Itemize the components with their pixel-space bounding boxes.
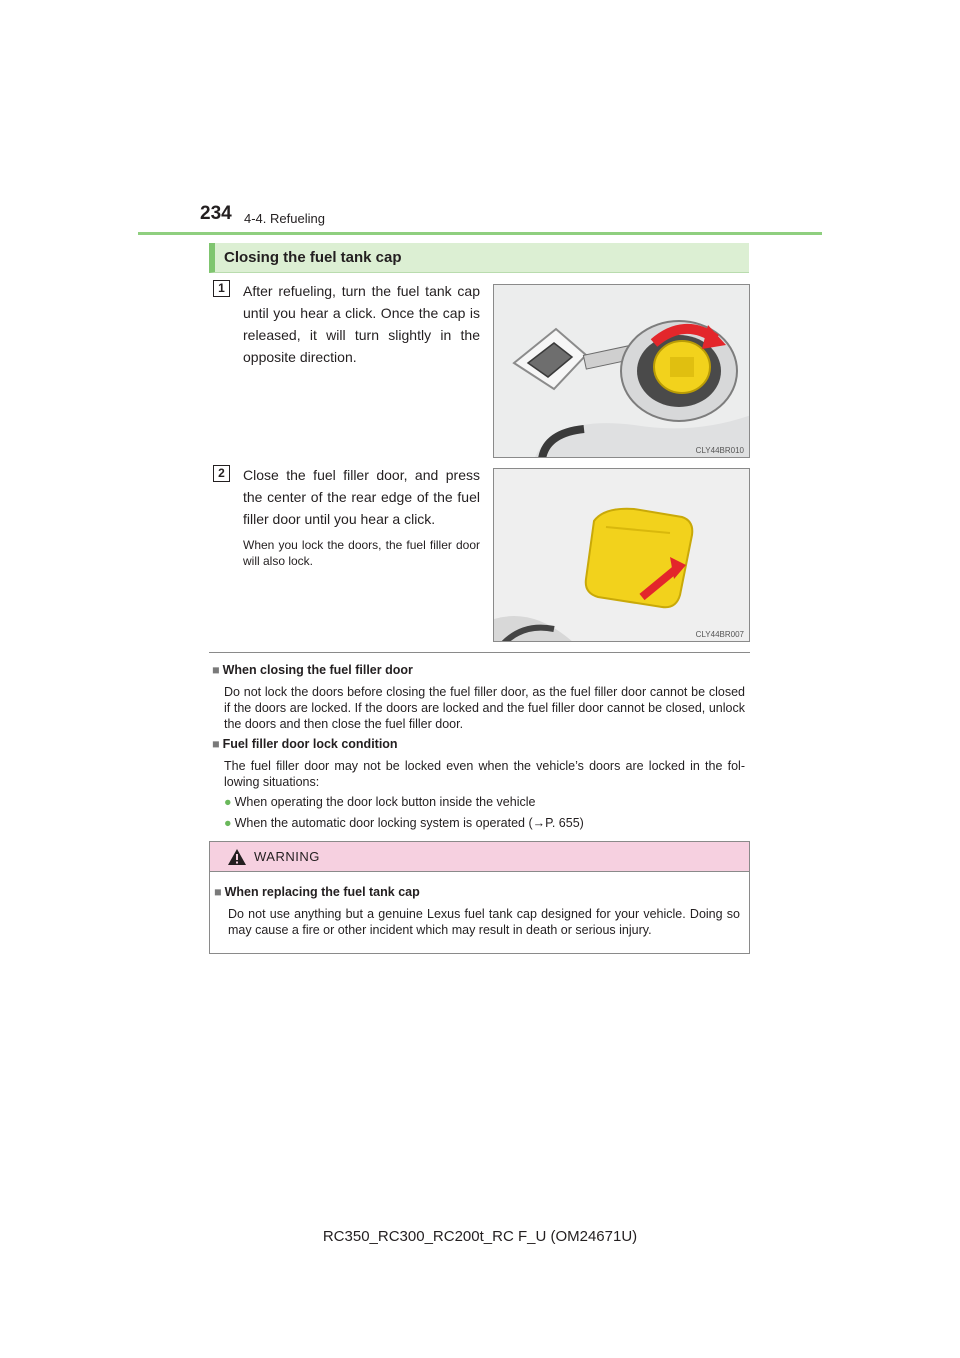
warning-label: WARNING bbox=[254, 849, 320, 864]
page-number: 234 bbox=[200, 203, 232, 224]
section-title: 4-4. Refueling bbox=[244, 211, 325, 226]
square-bullet-icon: ■ bbox=[214, 885, 222, 899]
divider bbox=[209, 652, 750, 653]
fuel-door-illustration bbox=[494, 469, 750, 642]
section-heading-text: Closing the fuel tank cap bbox=[224, 249, 402, 266]
warning-body: Do not use anything but a genuine Lexus fuel tank cap designed for your vehicle. Doing so may cause a fire or other incident which may result in death or serious injury. bbox=[228, 907, 740, 937]
warning-box bbox=[209, 841, 750, 954]
warning-triangle-icon bbox=[227, 848, 247, 866]
square-bullet-icon: ■ bbox=[212, 737, 220, 751]
note-2-bullet-1 bbox=[224, 795, 535, 809]
note-1-body: Do not lock the doors before closing the fuel filler door, as the fuel filler door cannot be closed if the doors are locked. If the doors are locked and the fuel filler door cannot be closed, unlock the doors and then close the fuel filler door. bbox=[224, 685, 745, 731]
fuel-cap-illustration bbox=[494, 285, 750, 458]
fuel-door-photo bbox=[493, 468, 750, 642]
note-2-bullet-2 bbox=[224, 816, 584, 830]
note-2-body: The fuel filler door may not be locked even when the vehicle’s doors are locked in the fol-lowing situations: bbox=[224, 759, 745, 789]
section-heading bbox=[209, 243, 749, 273]
note-2-title-text: Fuel filler door lock condition bbox=[222, 737, 398, 751]
image-code-1: CLY44BR010 bbox=[695, 446, 744, 455]
warning-title bbox=[214, 885, 420, 899]
square-bullet-icon: ■ bbox=[212, 663, 220, 677]
circle-bullet-icon: ● bbox=[224, 795, 232, 809]
step-2-note: When you lock the doors, the fuel filler door will also lock. bbox=[243, 538, 480, 568]
warning-title-text: When replacing the fuel tank cap bbox=[224, 885, 420, 899]
note-2-bullet-1-text: When operating the door lock button inside the vehicle bbox=[234, 795, 536, 809]
header-rule bbox=[138, 232, 822, 235]
note-2-bullet-2-text: When the automatic door locking system is operated (→P. 655) bbox=[234, 816, 584, 830]
step-2-text: Close the fuel filler door, and press the center of the rear edge of the fuel filler door until you hear a click. bbox=[243, 467, 480, 527]
warning-header bbox=[210, 842, 749, 872]
step-number-1: 1 bbox=[213, 280, 230, 297]
step-number-2: 2 bbox=[213, 465, 230, 482]
step-1-text: After refueling, turn the fuel tank cap until you hear a click. Once the cap is released, it will turn slightly in the opposite direction. bbox=[243, 283, 480, 365]
fuel-cap-photo bbox=[493, 284, 750, 458]
image-code-2: CLY44BR007 bbox=[695, 630, 744, 639]
note-2-title bbox=[212, 737, 398, 751]
footer-model-code: RC350_RC300_RC200t_RC F_U (OM24671U) bbox=[322, 1228, 638, 1245]
note-1-title-text: When closing the fuel filler door bbox=[222, 663, 413, 677]
circle-bullet-icon: ● bbox=[224, 816, 232, 830]
note-1-title bbox=[212, 663, 413, 677]
